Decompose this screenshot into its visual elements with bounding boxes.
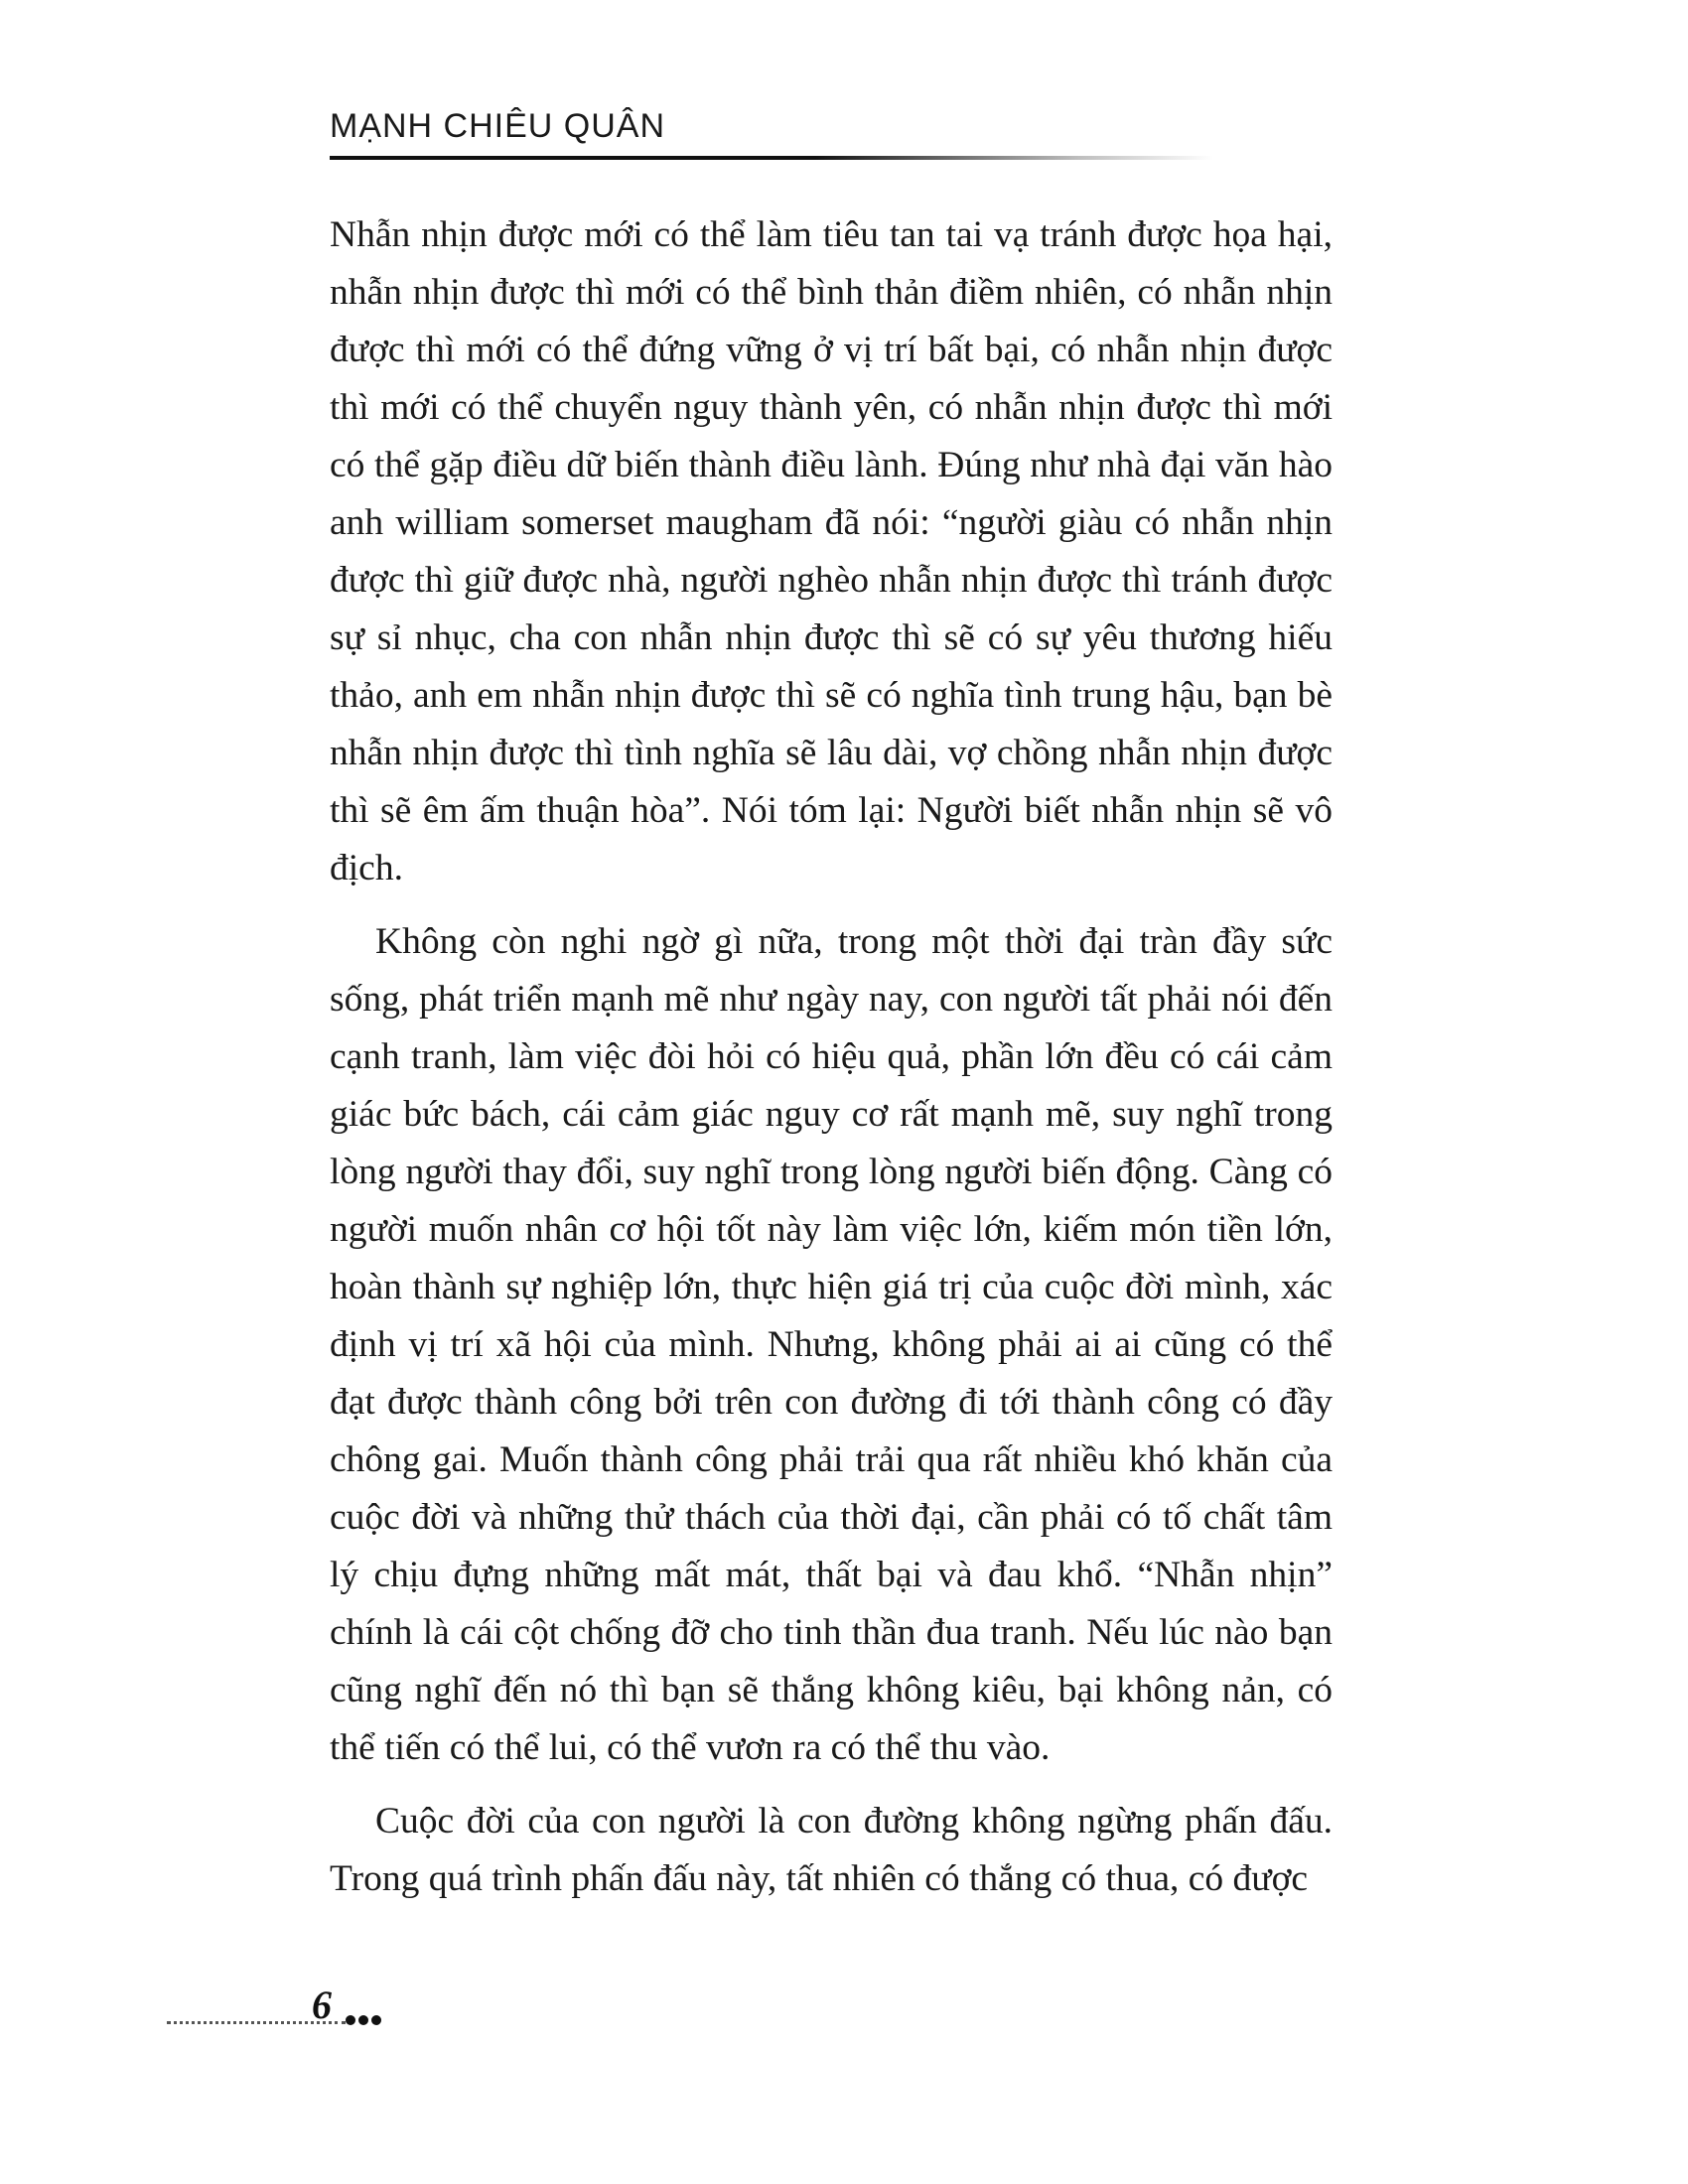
footer-bullet-dot	[371, 2015, 381, 2025]
page-number: 6	[312, 1982, 332, 2027]
footer-bullet-dot	[346, 2015, 355, 2025]
footer-bullet-dots	[346, 2015, 381, 2025]
page-body	[330, 206, 1333, 1908]
paragraph-3: Cuộc đời của con người là con đường không ngừng phấn đấu. Trong quá trình phấn đấu này, tất nhiên có thắng có thua, có được	[330, 1801, 1333, 1899]
page-footer	[167, 1981, 385, 2041]
paragraph-1: Nhẫn nhịn được mới có thể làm tiêu tan tai vạ tránh được họa hại, nhẫn nhịn được thì mới có thể bình thản điềm nhiên, có nhẫn nhịn được thì mới có thể đứng vững ở vị trí bất bại, có nhẫn nhịn được thì mới có thể chuyển nguy thành yên, có nhẫn nhịn được thì mới có thể gặp điều dữ biến thành điều lành. Đúng như nhà đại văn hào anh william somerset maugham đã nói: “người giàu có nhẫn nhịn được thì giữ được nhà, người nghèo nhẫn nhịn được thì tránh được sự sỉ nhục, cha con nhẫn nhịn được thì sẽ có sự yêu thương hiếu thảo, anh em nhẫn nhịn được thì sẽ có nghĩa tình trung hậu, bạn bè nhẫn nhịn được thì tình nghĩa sẽ lâu dài, vợ chồng nhẫn nhịn được thì sẽ êm ấm thuận hòa”. Nói tóm lại: Người biết nhẫn nhịn sẽ vô địch.	[330, 214, 1333, 888]
footer-dotted-line	[167, 2021, 346, 2024]
header-rule	[330, 156, 1213, 160]
footer-bullet-dot	[358, 2015, 368, 2025]
paragraph-2: Không còn nghi ngờ gì nữa, trong một thời đại tràn đầy sức sống, phát triển mạnh mẽ như ngày nay, con người tất phải nói đến cạnh tranh, làm việc đòi hỏi có hiệu quả, phần lớn đều có cái cảm giác bức bách, cái cảm giác nguy cơ rất mạnh mẽ, suy nghĩ trong lòng người thay đổi, suy nghĩ trong lòng người biến động. Càng có người muốn nhân cơ hội tốt này làm việc lớn, kiếm món tiền lớn, hoàn thành sự nghiệp lớn, thực hiện giá trị của cuộc đời mình, xác định vị trí xã hội của mình. Nhưng, không phải ai ai cũng có thể đạt được thành công bởi trên con đường đi tới thành công có đầy chông gai. Muốn thành công phải trải qua rất nhiều khó khăn của cuộc đời và những thử thách của thời đại, cần phải có tố chất tâm lý chịu đựng những mất mát, thất bại và đau khổ. “Nhẫn nhịn” chính là cái cột chống đỡ cho tinh thần đua tranh. Nếu lúc nào bạn cũng nghĩ đến nó thì bạn sẽ thắng không kiêu, bại không nản, có thể tiến có thể lui, có thể vươn ra có thể thu vào.	[330, 921, 1333, 1768]
running-header-title: MẠNH CHIÊU QUÂN	[330, 107, 666, 145]
